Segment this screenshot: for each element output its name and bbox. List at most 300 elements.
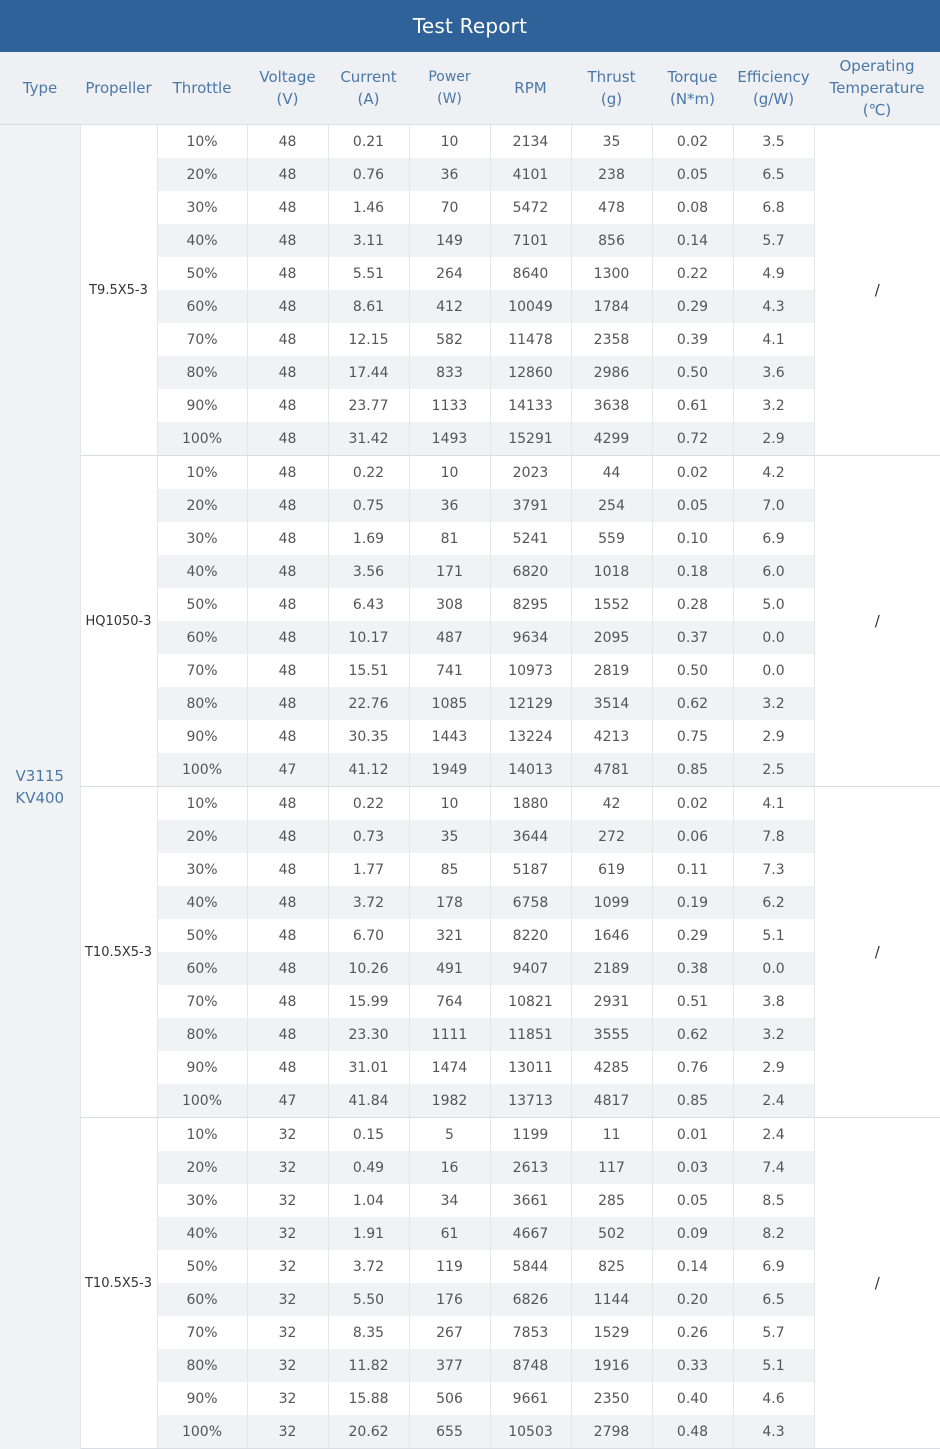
- rpm-cell: 8640: [490, 257, 571, 290]
- current-cell: 17.44: [328, 356, 409, 389]
- efficiency-cell: 6.5: [733, 1283, 814, 1316]
- thrust-cell: 254: [571, 489, 652, 522]
- thrust-cell: 1529: [571, 1316, 652, 1349]
- voltage-cell: 48: [247, 820, 328, 853]
- voltage-cell: 48: [247, 158, 328, 191]
- efficiency-cell: 3.6: [733, 356, 814, 389]
- torque-cell: 0.10: [652, 522, 733, 555]
- header-torque-unit: (N*m): [669, 90, 716, 108]
- throttle-cell: 20%: [157, 489, 247, 522]
- propeller-cell: T9.5X5-3: [80, 125, 157, 456]
- efficiency-cell: 2.9: [733, 720, 814, 753]
- power-cell: 764: [409, 985, 490, 1018]
- thrust-cell: 4213: [571, 720, 652, 753]
- voltage-cell: 32: [247, 1151, 328, 1184]
- thrust-cell: 2189: [571, 952, 652, 985]
- voltage-cell: 47: [247, 753, 328, 787]
- header-efficiency-label: Efficiency: [737, 68, 810, 86]
- voltage-cell: 48: [247, 886, 328, 919]
- current-cell: 5.51: [328, 257, 409, 290]
- voltage-cell: 32: [247, 1382, 328, 1415]
- header-voltage-unit: (V): [276, 90, 299, 108]
- power-cell: 1111: [409, 1018, 490, 1051]
- power-cell: 1443: [409, 720, 490, 753]
- current-cell: 20.62: [328, 1415, 409, 1449]
- propeller-cell: T10.5X5-3: [80, 1118, 157, 1449]
- header-efficiency: [733, 52, 814, 125]
- power-cell: 16: [409, 1151, 490, 1184]
- torque-cell: 0.06: [652, 820, 733, 853]
- efficiency-cell: 7.8: [733, 820, 814, 853]
- efficiency-cell: 4.9: [733, 257, 814, 290]
- voltage-cell: 32: [247, 1316, 328, 1349]
- power-cell: 10: [409, 456, 490, 490]
- throttle-cell: 10%: [157, 1118, 247, 1152]
- current-cell: 23.30: [328, 1018, 409, 1051]
- power-cell: 85: [409, 853, 490, 886]
- current-cell: 41.12: [328, 753, 409, 787]
- rpm-cell: 5844: [490, 1250, 571, 1283]
- current-cell: 22.76: [328, 687, 409, 720]
- torque-cell: 0.09: [652, 1217, 733, 1250]
- throttle-cell: 50%: [157, 257, 247, 290]
- temperature-cell: /: [814, 125, 940, 456]
- thrust-cell: 1784: [571, 290, 652, 323]
- thrust-cell: 272: [571, 820, 652, 853]
- voltage-cell: 32: [247, 1415, 328, 1449]
- efficiency-cell: 4.1: [733, 787, 814, 821]
- voltage-cell: 48: [247, 1018, 328, 1051]
- thrust-cell: 1300: [571, 257, 652, 290]
- voltage-cell: 48: [247, 720, 328, 753]
- current-cell: 8.35: [328, 1316, 409, 1349]
- header-type: Type: [0, 52, 80, 125]
- thrust-cell: 117: [571, 1151, 652, 1184]
- throttle-cell: 90%: [157, 720, 247, 753]
- rpm-cell: 9407: [490, 952, 571, 985]
- propeller-cell: T10.5X5-3: [80, 787, 157, 1118]
- thrust-cell: 3638: [571, 389, 652, 422]
- current-cell: 8.61: [328, 290, 409, 323]
- efficiency-cell: 4.1: [733, 323, 814, 356]
- rpm-cell: 7853: [490, 1316, 571, 1349]
- header-efficiency-unit: (g/W): [752, 90, 795, 108]
- header-current: [328, 52, 409, 125]
- voltage-cell: 48: [247, 621, 328, 654]
- torque-cell: 0.20: [652, 1283, 733, 1316]
- power-cell: 34: [409, 1184, 490, 1217]
- current-cell: 3.72: [328, 886, 409, 919]
- torque-cell: 0.29: [652, 919, 733, 952]
- efficiency-cell: 2.4: [733, 1084, 814, 1118]
- thrust-cell: 2095: [571, 621, 652, 654]
- rpm-cell: 2134: [490, 125, 571, 159]
- voltage-cell: 48: [247, 522, 328, 555]
- header-torque: [652, 52, 733, 125]
- torque-cell: 0.05: [652, 489, 733, 522]
- torque-cell: 0.51: [652, 985, 733, 1018]
- throttle-cell: 90%: [157, 389, 247, 422]
- current-cell: 1.46: [328, 191, 409, 224]
- current-cell: 0.21: [328, 125, 409, 159]
- rpm-cell: 14133: [490, 389, 571, 422]
- torque-cell: 0.01: [652, 1118, 733, 1152]
- power-cell: 264: [409, 257, 490, 290]
- current-cell: 0.22: [328, 456, 409, 490]
- header-current-label: Current: [340, 68, 397, 86]
- throttle-cell: 60%: [157, 290, 247, 323]
- power-cell: 1493: [409, 422, 490, 456]
- rpm-cell: 6826: [490, 1283, 571, 1316]
- rpm-cell: 5472: [490, 191, 571, 224]
- torque-cell: 0.29: [652, 290, 733, 323]
- voltage-cell: 48: [247, 687, 328, 720]
- throttle-cell: 20%: [157, 820, 247, 853]
- efficiency-cell: 6.5: [733, 158, 814, 191]
- current-cell: 3.72: [328, 1250, 409, 1283]
- voltage-cell: 48: [247, 389, 328, 422]
- torque-cell: 0.85: [652, 1084, 733, 1118]
- header-propeller: Propeller: [80, 52, 157, 125]
- torque-cell: 0.28: [652, 588, 733, 621]
- current-cell: 10.26: [328, 952, 409, 985]
- power-cell: 36: [409, 489, 490, 522]
- power-cell: 1085: [409, 687, 490, 720]
- throttle-cell: 30%: [157, 522, 247, 555]
- header-thrust: [571, 52, 652, 125]
- power-cell: 81: [409, 522, 490, 555]
- power-cell: 5: [409, 1118, 490, 1152]
- rpm-cell: 3644: [490, 820, 571, 853]
- motor-type-line: KV400: [15, 788, 65, 807]
- torque-cell: 0.02: [652, 125, 733, 159]
- efficiency-cell: 4.3: [733, 1415, 814, 1449]
- thrust-cell: 11: [571, 1118, 652, 1152]
- efficiency-cell: 2.4: [733, 1118, 814, 1152]
- current-cell: 6.70: [328, 919, 409, 952]
- thrust-cell: 1099: [571, 886, 652, 919]
- power-cell: 178: [409, 886, 490, 919]
- header-current-unit: (A): [357, 90, 380, 108]
- rpm-cell: 13011: [490, 1051, 571, 1084]
- voltage-cell: 32: [247, 1184, 328, 1217]
- thrust-cell: 2819: [571, 654, 652, 687]
- power-cell: 35: [409, 820, 490, 853]
- header-throttle: Throttle: [157, 52, 247, 125]
- thrust-cell: 619: [571, 853, 652, 886]
- current-cell: 0.75: [328, 489, 409, 522]
- efficiency-cell: 0.0: [733, 621, 814, 654]
- throttle-cell: 20%: [157, 1151, 247, 1184]
- rpm-cell: 13713: [490, 1084, 571, 1118]
- torque-cell: 0.85: [652, 753, 733, 787]
- table-row: [0, 456, 940, 490]
- torque-cell: 0.08: [652, 191, 733, 224]
- efficiency-cell: 6.2: [733, 886, 814, 919]
- voltage-cell: 48: [247, 1051, 328, 1084]
- throttle-cell: 50%: [157, 588, 247, 621]
- throttle-cell: 50%: [157, 919, 247, 952]
- current-cell: 12.15: [328, 323, 409, 356]
- header-power-label: Power: [428, 69, 471, 85]
- motor-type-cell: [0, 125, 80, 1449]
- header-voltage: [247, 52, 328, 125]
- efficiency-cell: 4.3: [733, 290, 814, 323]
- power-cell: 1982: [409, 1084, 490, 1118]
- efficiency-cell: 7.0: [733, 489, 814, 522]
- throttle-cell: 50%: [157, 1250, 247, 1283]
- throttle-cell: 100%: [157, 422, 247, 456]
- torque-cell: 0.22: [652, 257, 733, 290]
- header-thrust-unit: (g): [600, 90, 623, 108]
- efficiency-cell: 3.2: [733, 389, 814, 422]
- rpm-cell: 8295: [490, 588, 571, 621]
- current-cell: 11.82: [328, 1349, 409, 1382]
- header-thrust-label: Thrust: [587, 68, 636, 86]
- power-cell: 1949: [409, 753, 490, 787]
- current-cell: 0.73: [328, 820, 409, 853]
- power-cell: 741: [409, 654, 490, 687]
- throttle-cell: 40%: [157, 1217, 247, 1250]
- throttle-cell: 80%: [157, 687, 247, 720]
- power-cell: 10: [409, 125, 490, 159]
- power-cell: 308: [409, 588, 490, 621]
- power-cell: 412: [409, 290, 490, 323]
- thrust-cell: 502: [571, 1217, 652, 1250]
- current-cell: 1.77: [328, 853, 409, 886]
- current-cell: 3.11: [328, 224, 409, 257]
- thrust-cell: 2986: [571, 356, 652, 389]
- throttle-cell: 100%: [157, 1415, 247, 1449]
- table-row: [0, 787, 940, 821]
- current-cell: 5.50: [328, 1283, 409, 1316]
- power-cell: 36: [409, 158, 490, 191]
- thrust-cell: 856: [571, 224, 652, 257]
- rpm-cell: 13224: [490, 720, 571, 753]
- rpm-cell: 2023: [490, 456, 571, 490]
- efficiency-cell: 3.5: [733, 125, 814, 159]
- throttle-cell: 10%: [157, 125, 247, 159]
- header-power: [409, 52, 490, 125]
- rpm-cell: 8748: [490, 1349, 571, 1382]
- thrust-cell: 2798: [571, 1415, 652, 1449]
- throttle-cell: 90%: [157, 1051, 247, 1084]
- torque-cell: 0.11: [652, 853, 733, 886]
- rpm-cell: 14013: [490, 753, 571, 787]
- table-body: [0, 125, 940, 1449]
- voltage-cell: 48: [247, 489, 328, 522]
- efficiency-cell: 2.9: [733, 1051, 814, 1084]
- voltage-cell: 48: [247, 787, 328, 821]
- throttle-cell: 30%: [157, 1184, 247, 1217]
- torque-cell: 0.05: [652, 1184, 733, 1217]
- throttle-cell: 70%: [157, 985, 247, 1018]
- voltage-cell: 48: [247, 555, 328, 588]
- efficiency-cell: 8.5: [733, 1184, 814, 1217]
- thrust-cell: 1552: [571, 588, 652, 621]
- current-cell: 6.43: [328, 588, 409, 621]
- thrust-cell: 4817: [571, 1084, 652, 1118]
- voltage-cell: 48: [247, 191, 328, 224]
- throttle-cell: 90%: [157, 1382, 247, 1415]
- thrust-cell: 3555: [571, 1018, 652, 1051]
- power-cell: 10: [409, 787, 490, 821]
- header-temperature-unit: (℃): [862, 101, 892, 119]
- throttle-cell: 40%: [157, 224, 247, 257]
- rpm-cell: 12860: [490, 356, 571, 389]
- voltage-cell: 48: [247, 588, 328, 621]
- torque-cell: 0.62: [652, 687, 733, 720]
- throttle-cell: 80%: [157, 1349, 247, 1382]
- current-cell: 3.56: [328, 555, 409, 588]
- current-cell: 15.88: [328, 1382, 409, 1415]
- throttle-cell: 10%: [157, 787, 247, 821]
- thrust-cell: 1018: [571, 555, 652, 588]
- header-temperature: [814, 52, 940, 125]
- thrust-cell: 4299: [571, 422, 652, 456]
- thrust-cell: 238: [571, 158, 652, 191]
- thrust-cell: 1916: [571, 1349, 652, 1382]
- throttle-cell: 30%: [157, 853, 247, 886]
- torque-cell: 0.19: [652, 886, 733, 919]
- throttle-cell: 60%: [157, 621, 247, 654]
- rpm-cell: 4667: [490, 1217, 571, 1250]
- throttle-cell: 70%: [157, 654, 247, 687]
- current-cell: 23.77: [328, 389, 409, 422]
- rpm-cell: 1199: [490, 1118, 571, 1152]
- power-cell: 267: [409, 1316, 490, 1349]
- current-cell: 10.17: [328, 621, 409, 654]
- torque-cell: 0.03: [652, 1151, 733, 1184]
- rpm-cell: 3661: [490, 1184, 571, 1217]
- efficiency-cell: 6.0: [733, 555, 814, 588]
- voltage-cell: 47: [247, 1084, 328, 1118]
- rpm-cell: 10821: [490, 985, 571, 1018]
- rpm-cell: 8220: [490, 919, 571, 952]
- torque-cell: 0.02: [652, 787, 733, 821]
- test-report-table: [0, 52, 940, 1449]
- voltage-cell: 32: [247, 1250, 328, 1283]
- rpm-cell: 9661: [490, 1382, 571, 1415]
- rpm-cell: 11851: [490, 1018, 571, 1051]
- efficiency-cell: 6.8: [733, 191, 814, 224]
- torque-cell: 0.62: [652, 1018, 733, 1051]
- thrust-cell: 4285: [571, 1051, 652, 1084]
- voltage-cell: 48: [247, 224, 328, 257]
- torque-cell: 0.14: [652, 1250, 733, 1283]
- header-power-unit: (W): [437, 91, 462, 107]
- rpm-cell: 9634: [490, 621, 571, 654]
- voltage-cell: 48: [247, 290, 328, 323]
- voltage-cell: 48: [247, 422, 328, 456]
- voltage-cell: 48: [247, 323, 328, 356]
- thrust-cell: 44: [571, 456, 652, 490]
- thrust-cell: 42: [571, 787, 652, 821]
- current-cell: 0.15: [328, 1118, 409, 1152]
- efficiency-cell: 3.2: [733, 687, 814, 720]
- thrust-cell: 478: [571, 191, 652, 224]
- thrust-cell: 3514: [571, 687, 652, 720]
- voltage-cell: 32: [247, 1349, 328, 1382]
- temperature-cell: /: [814, 787, 940, 1118]
- motor-type-line: V3115: [15, 766, 64, 785]
- power-cell: 491: [409, 952, 490, 985]
- efficiency-cell: 4.2: [733, 456, 814, 490]
- propeller-cell: HQ1050-3: [80, 456, 157, 787]
- voltage-cell: 48: [247, 919, 328, 952]
- power-cell: 61: [409, 1217, 490, 1250]
- current-cell: 0.49: [328, 1151, 409, 1184]
- throttle-cell: 100%: [157, 1084, 247, 1118]
- current-cell: 31.01: [328, 1051, 409, 1084]
- efficiency-cell: 6.9: [733, 1250, 814, 1283]
- voltage-cell: 48: [247, 356, 328, 389]
- header-row: [0, 52, 940, 125]
- current-cell: 0.22: [328, 787, 409, 821]
- efficiency-cell: 5.1: [733, 1349, 814, 1382]
- rpm-cell: 2613: [490, 1151, 571, 1184]
- thrust-cell: 2358: [571, 323, 652, 356]
- thrust-cell: 825: [571, 1250, 652, 1283]
- power-cell: 506: [409, 1382, 490, 1415]
- torque-cell: 0.61: [652, 389, 733, 422]
- efficiency-cell: 5.7: [733, 1316, 814, 1349]
- thrust-cell: 559: [571, 522, 652, 555]
- current-cell: 30.35: [328, 720, 409, 753]
- torque-cell: 0.75: [652, 720, 733, 753]
- efficiency-cell: 7.3: [733, 853, 814, 886]
- torque-cell: 0.38: [652, 952, 733, 985]
- throttle-cell: 60%: [157, 952, 247, 985]
- throttle-cell: 60%: [157, 1283, 247, 1316]
- efficiency-cell: 2.5: [733, 753, 814, 787]
- voltage-cell: 48: [247, 853, 328, 886]
- throttle-cell: 80%: [157, 356, 247, 389]
- efficiency-cell: 6.9: [733, 522, 814, 555]
- efficiency-cell: 3.2: [733, 1018, 814, 1051]
- rpm-cell: 10503: [490, 1415, 571, 1449]
- torque-cell: 0.33: [652, 1349, 733, 1382]
- thrust-cell: 1144: [571, 1283, 652, 1316]
- power-cell: 149: [409, 224, 490, 257]
- throttle-cell: 80%: [157, 1018, 247, 1051]
- voltage-cell: 48: [247, 985, 328, 1018]
- table-row: [0, 125, 940, 159]
- voltage-cell: 48: [247, 257, 328, 290]
- throttle-cell: 70%: [157, 1316, 247, 1349]
- efficiency-cell: 5.0: [733, 588, 814, 621]
- efficiency-cell: 0.0: [733, 654, 814, 687]
- power-cell: 833: [409, 356, 490, 389]
- voltage-cell: 32: [247, 1217, 328, 1250]
- temperature-cell: /: [814, 456, 940, 787]
- power-cell: 655: [409, 1415, 490, 1449]
- header-voltage-label: Voltage: [259, 68, 316, 86]
- torque-cell: 0.40: [652, 1382, 733, 1415]
- throttle-cell: 70%: [157, 323, 247, 356]
- rpm-cell: 1880: [490, 787, 571, 821]
- torque-cell: 0.48: [652, 1415, 733, 1449]
- current-cell: 0.76: [328, 158, 409, 191]
- torque-cell: 0.72: [652, 422, 733, 456]
- current-cell: 1.04: [328, 1184, 409, 1217]
- throttle-cell: 40%: [157, 555, 247, 588]
- rpm-cell: 3791: [490, 489, 571, 522]
- power-cell: 377: [409, 1349, 490, 1382]
- power-cell: 321: [409, 919, 490, 952]
- rpm-cell: 5241: [490, 522, 571, 555]
- torque-cell: 0.50: [652, 356, 733, 389]
